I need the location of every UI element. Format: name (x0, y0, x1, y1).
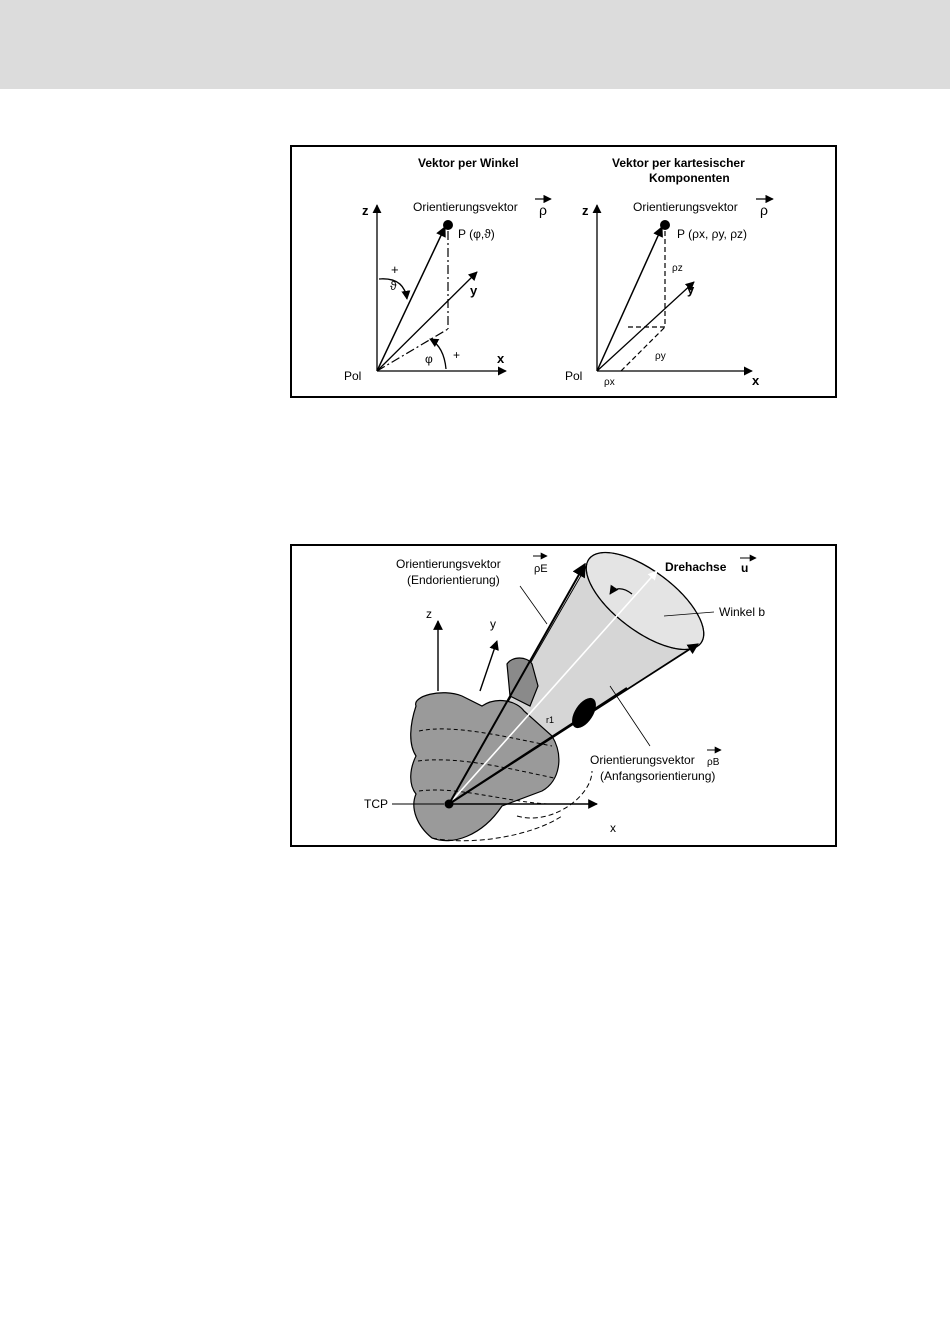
small-label-r1: r1 (546, 715, 555, 725)
right-rho-x-label: ρx (604, 377, 615, 388)
right-projection-diagonal (621, 327, 665, 371)
right-rho-y-label: ρy (655, 351, 666, 362)
tcp-label: TCP (364, 797, 388, 811)
right-rho-z-label: ρz (672, 263, 683, 274)
left-phi-label: φ (425, 352, 433, 366)
start-vector-label: Orientierungsvektor (590, 753, 695, 767)
rotation-axis-symbol (740, 558, 756, 575)
fig2-y-label: y (490, 617, 496, 631)
end-vector-symbol-text: ρE (534, 563, 548, 575)
left-plus-bottom: + (453, 348, 461, 362)
page-header-band (0, 0, 950, 89)
right-x-label: x (752, 373, 760, 388)
right-z-label: z (582, 203, 589, 218)
start-vector-symbol (707, 750, 721, 768)
right-panel-title-line2: Komponenten (649, 171, 730, 185)
right-vector-label: Orientierungsvektor (633, 200, 738, 214)
left-panel-title: Vektor per Winkel (418, 156, 519, 170)
left-orientation-vector (377, 227, 445, 371)
right-point-label: P (ρx, ρy, ρz) (677, 227, 748, 241)
right-origin-label: Pol (565, 369, 583, 383)
end-vector-symbol (533, 556, 548, 575)
left-rho-symbol (535, 199, 551, 218)
start-vector-sublabel: (Anfangsorientierung) (600, 769, 716, 783)
right-rho-symbol (756, 199, 773, 218)
left-vector-label: Orientierungsvektor (413, 200, 518, 214)
right-panel-title-line1: Vektor per kartesischer (612, 156, 745, 170)
fig2-y-axis (480, 641, 497, 691)
figure-orientation-rotation (290, 544, 837, 847)
right-rho-text: ρ (760, 202, 768, 218)
start-vector-symbol-text: ρB (707, 757, 720, 768)
left-theta-label: ϑ (390, 279, 397, 293)
end-vector-sublabel: (Endorientierung) (407, 573, 500, 587)
rotation-axis-label: Drehachse (665, 560, 727, 574)
figure2-svg (292, 546, 839, 849)
left-origin-label: Pol (344, 369, 362, 383)
angle-label: Winkel b (719, 605, 766, 619)
left-z-label: z (362, 203, 369, 218)
figure1-svg (292, 147, 839, 400)
fig2-x-label: x (610, 821, 616, 835)
figure-vector-definition (290, 145, 837, 398)
right-orientation-vector (597, 227, 662, 371)
start-vector-leader (610, 686, 650, 746)
left-x-label: x (497, 351, 505, 366)
tcp-point (445, 800, 454, 809)
end-vector-label: Orientierungsvektor (396, 557, 501, 571)
left-plus-top: + (391, 262, 399, 277)
left-y-label: y (470, 283, 478, 298)
left-point-label: P (φ,ϑ) (458, 227, 495, 241)
left-point-p (443, 220, 453, 230)
right-panel (565, 156, 773, 388)
left-panel (344, 156, 551, 383)
right-y-label: y (687, 282, 695, 297)
left-rho-text: ρ (539, 202, 547, 218)
right-point-p (660, 220, 670, 230)
rotation-axis-symbol-text: u (741, 561, 749, 575)
fig2-z-label: z (426, 607, 432, 621)
end-vector-leader (520, 586, 547, 624)
